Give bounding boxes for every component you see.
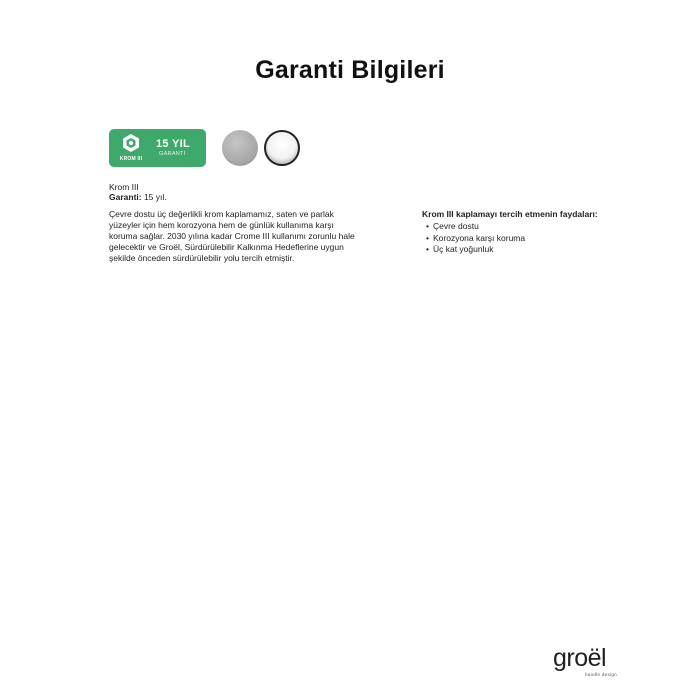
- bullet-icon: •: [426, 221, 429, 231]
- list-item: • Korozyona karşı koruma: [426, 232, 526, 243]
- description-line: koruma sağlar. 2030 yılına kadar Crome III kullanımı zorunlu hale: [109, 231, 355, 241]
- page-title: Garanti Bilgileri: [255, 56, 445, 84]
- krom-hexagon-icon: [121, 133, 141, 153]
- list-item: • Üç kat yoğunluk: [426, 244, 494, 254]
- finish-description: [109, 209, 399, 264]
- warranty-line: [109, 192, 167, 203]
- description-line: yüzeyler için hem korozyona hem de günlük kullanıma karşı: [109, 220, 334, 230]
- badge-krom-label: KROM III: [119, 156, 143, 162]
- list-item: • Çevre dostu: [426, 221, 479, 231]
- brand-tagline: handle design: [585, 672, 617, 677]
- benefits-title: Krom III kaplamayı tercih etmenin faydaları:: [422, 209, 598, 219]
- brand-name: groël: [553, 644, 607, 672]
- warranty-label: Garanti:: [109, 192, 142, 202]
- badge-years: 15 YIL: [156, 138, 191, 150]
- brand-logo: [553, 644, 623, 677]
- description-line: gelecektir ve Groël, Sürdürülebilir Kalkınma Hedeflerine uygun: [109, 242, 344, 252]
- finish-name: Krom III: [109, 182, 139, 192]
- satin-chrome-swatch: [222, 130, 258, 166]
- warranty-value: 15 yıl.: [141, 192, 167, 202]
- bullet-icon: •: [426, 244, 429, 254]
- warranty-badge: [109, 129, 206, 167]
- description-line: şekilde önceden sürdürülebilir yolu tercih etmiştir.: [109, 253, 295, 263]
- bullet-icon: •: [426, 232, 429, 243]
- description-line: Çevre dostu üç değerlikli krom kaplamamız, saten ve parlak: [109, 209, 334, 219]
- benefits-list: [426, 221, 525, 256]
- badge-garanti-label: GARANTİ: [159, 151, 186, 157]
- polished-chrome-swatch: [264, 130, 300, 166]
